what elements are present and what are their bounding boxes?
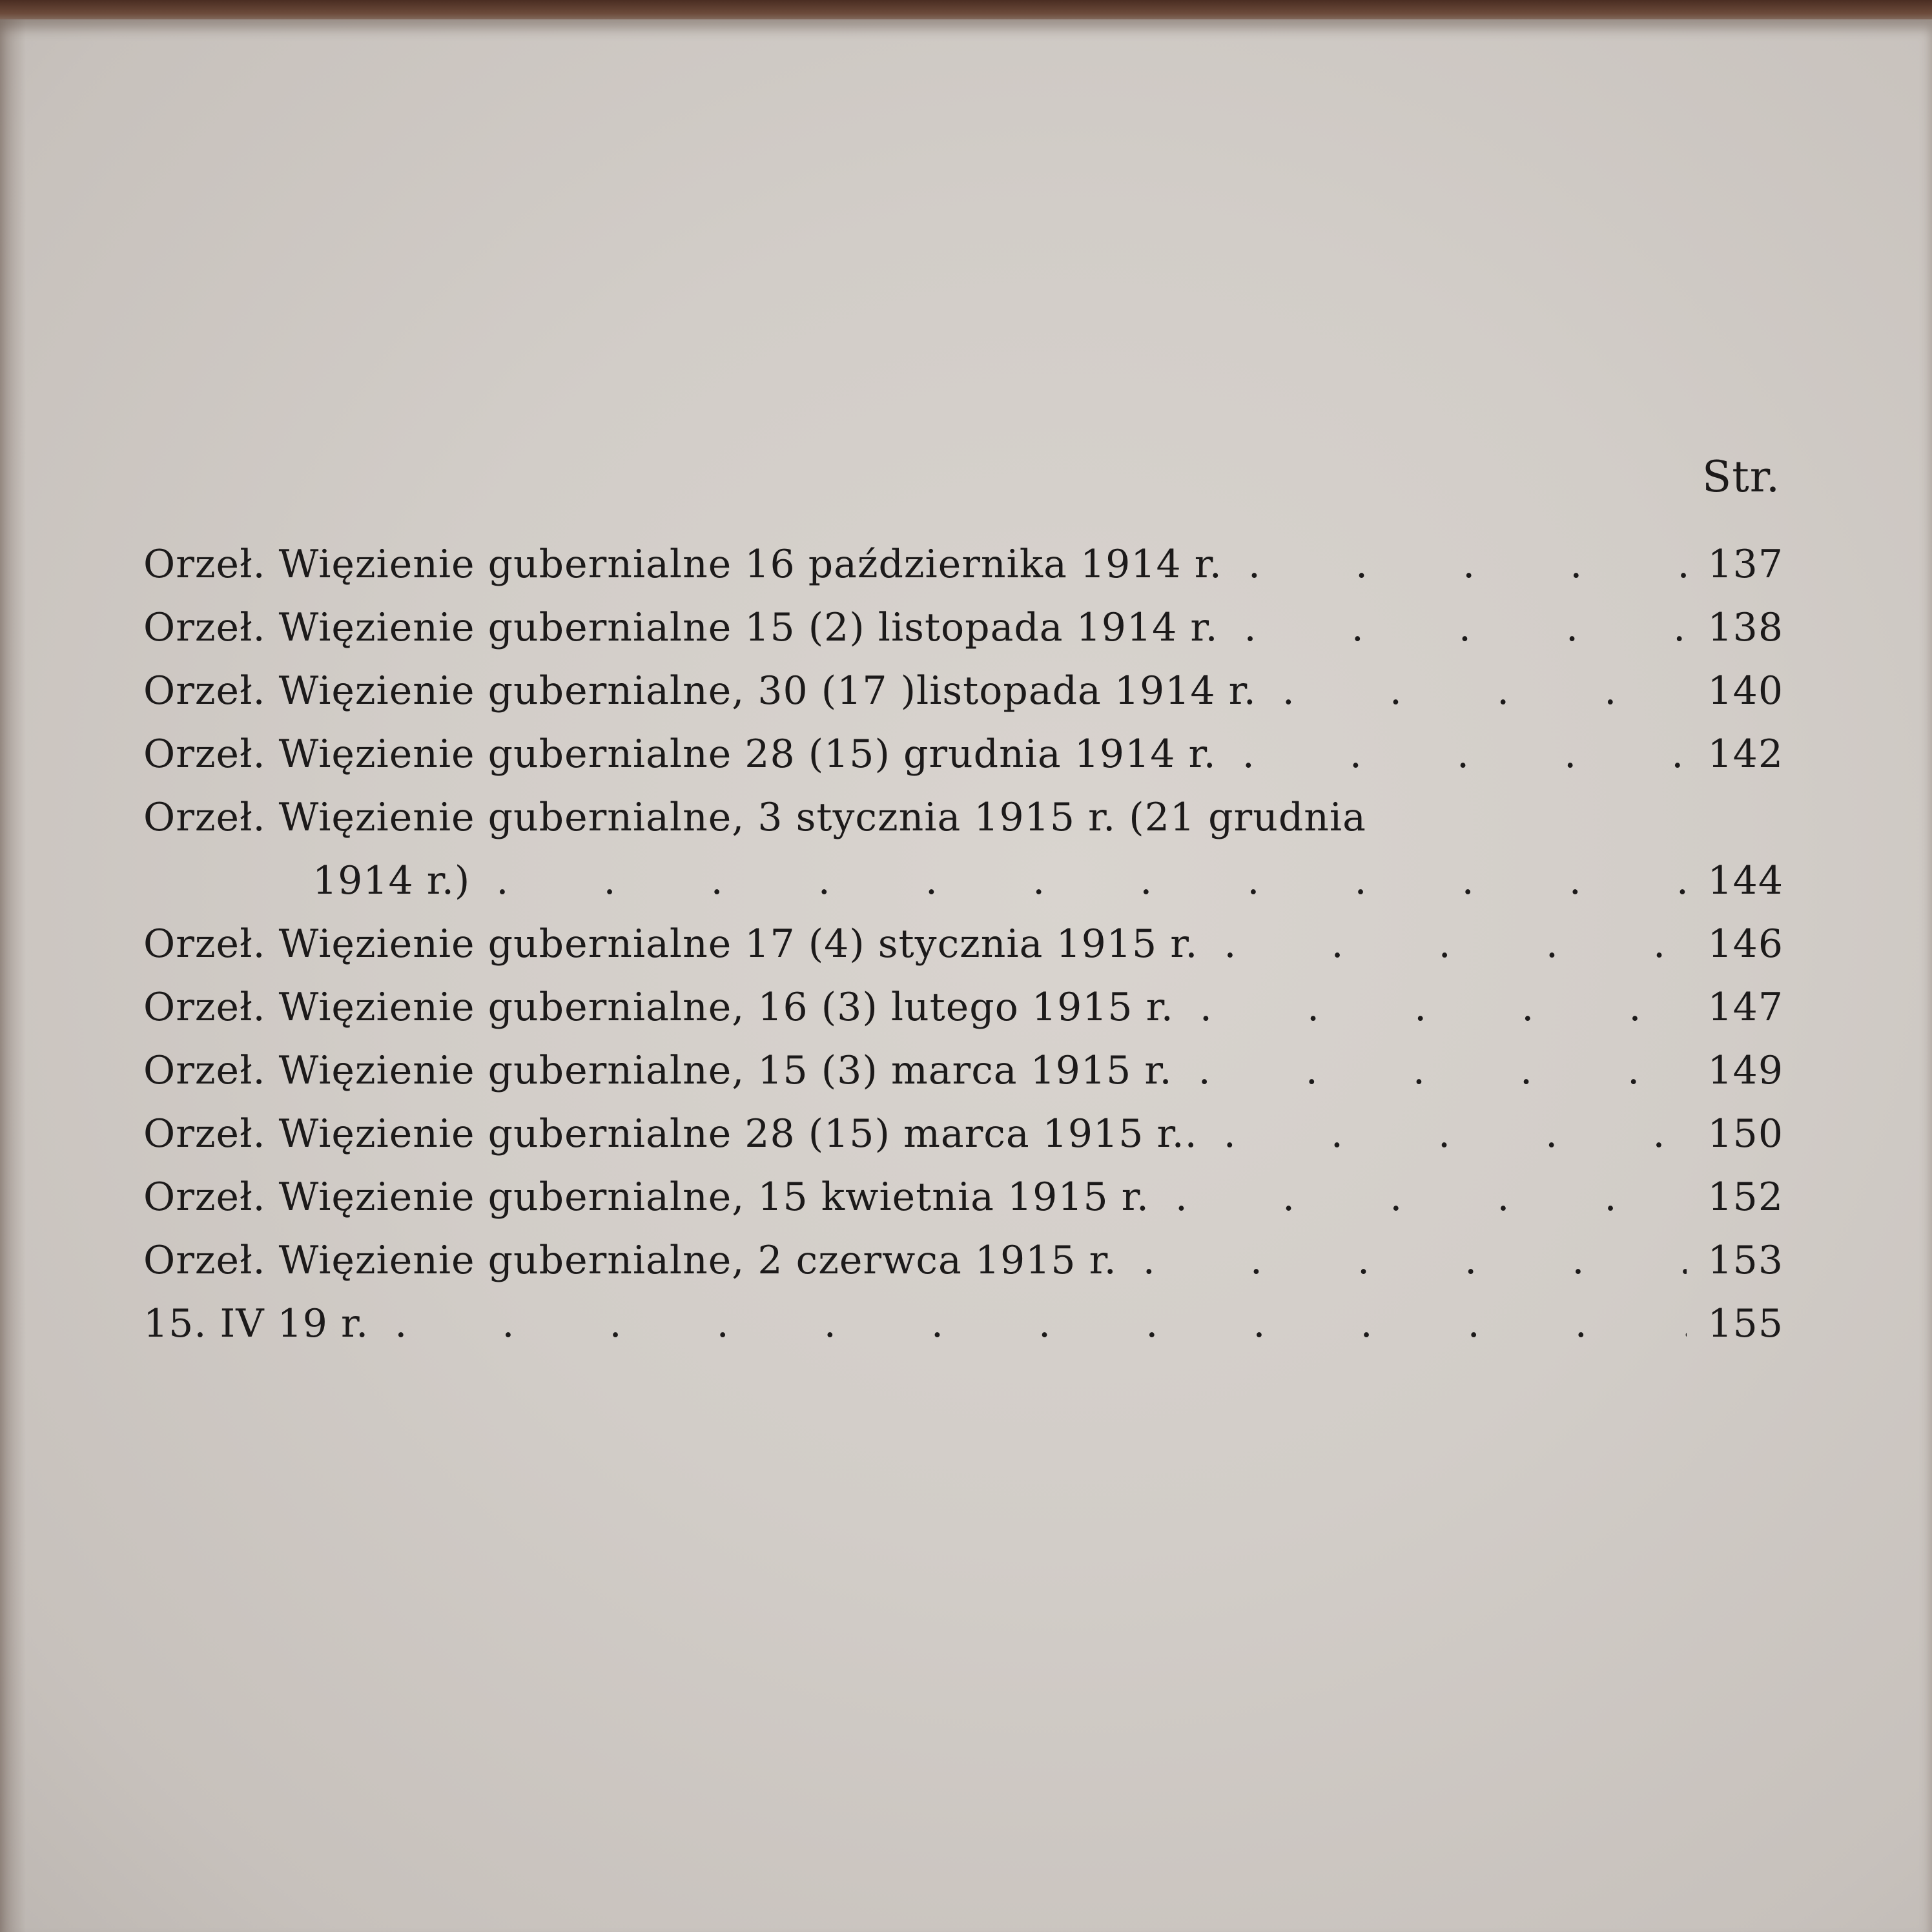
- toc-entry-title: Orzeł. Więzienie gubernialne, 30 (17 )listopada 1914 r.: [143, 668, 1257, 714]
- toc-entry-page: 137: [1707, 542, 1783, 587]
- toc-entry: [143, 1229, 1783, 1292]
- page-column-header: Str.: [1701, 452, 1780, 502]
- toc-entry: [143, 659, 1783, 723]
- toc-entry: [143, 596, 1783, 659]
- toc-entry: [143, 1292, 1783, 1355]
- toc-entry-title: Orzeł. Więzienie gubernialne, 16 (3) lutego 1915 r.: [143, 985, 1174, 1030]
- toc-entry-page: 138: [1707, 605, 1783, 650]
- toc-entry: [143, 533, 1783, 596]
- toc-entry-page: 147: [1707, 985, 1783, 1030]
- dot-leader: [1117, 1229, 1687, 1292]
- toc-entry-page: 146: [1707, 921, 1783, 967]
- toc-entry: [143, 1166, 1783, 1229]
- toc-entry-continuation: [143, 849, 1783, 912]
- toc-entry-title: Orzeł. Więzienie gubernialne 28 (15) marca 1915 r..: [143, 1111, 1198, 1156]
- toc-entry-page: 144: [1707, 858, 1783, 903]
- toc-entry-page: 150: [1707, 1111, 1783, 1156]
- toc-entry-page: 153: [1707, 1238, 1783, 1283]
- dot-leader: [1257, 659, 1687, 723]
- book-top-edge: [0, 0, 1932, 22]
- toc-entry-page: 149: [1707, 1048, 1783, 1093]
- toc-entry: [143, 976, 1783, 1039]
- toc-entry-page: 140: [1707, 668, 1783, 714]
- toc-entry: [143, 912, 1783, 976]
- toc-entry: [143, 1102, 1783, 1166]
- toc-entry-page: 142: [1707, 732, 1783, 777]
- dot-leader: [1218, 596, 1687, 659]
- toc-entry-title: Orzeł. Więzienie gubernialne 15 (2) listopada 1914 r.: [143, 605, 1218, 650]
- page-left-shadow: [0, 19, 26, 1932]
- dot-leader: [1198, 1102, 1687, 1166]
- toc-entry-title: Orzeł. Więzienie gubernialne, 15 kwietnia 1915 r.: [143, 1175, 1149, 1220]
- toc-entry: [143, 786, 1783, 849]
- toc-entry-title: Orzeł. Więzienie gubernialne 17 (4) stycznia 1915 r.: [143, 921, 1198, 967]
- toc-entries: [143, 533, 1783, 1355]
- toc-entry: [143, 723, 1783, 786]
- toc-entry-page: 152: [1707, 1175, 1783, 1220]
- toc-entry-page: 155: [1707, 1301, 1783, 1346]
- toc-entry-title: 15. IV 19 r.: [143, 1301, 369, 1346]
- toc-entry-title: Orzeł. Więzienie gubernialne, 2 czerwca 1915 r.: [143, 1238, 1117, 1283]
- dot-leader: [470, 849, 1687, 912]
- dot-leader: [369, 1292, 1687, 1355]
- dot-leader: [1149, 1166, 1687, 1229]
- dot-leader: [1174, 976, 1687, 1039]
- dot-leader: [1173, 1039, 1687, 1102]
- toc-entry-title: Orzeł. Więzienie gubernialne, 15 (3) marca 1915 r.: [143, 1048, 1173, 1093]
- dot-leader: [1222, 533, 1687, 596]
- toc-entry: [143, 1039, 1783, 1102]
- toc-entry-title: 1914 r.): [313, 858, 471, 903]
- dot-leader: [1217, 723, 1687, 786]
- toc-entry-title: Orzeł. Więzienie gubernialne 16 października 1914 r.: [143, 542, 1222, 587]
- toc-entry-title: Orzeł. Więzienie gubernialne, 3 stycznia 1915 r. (21 grudnia: [143, 795, 1366, 840]
- dot-leader: [1198, 912, 1687, 976]
- toc-entry-title: Orzeł. Więzienie gubernialne 28 (15) grudnia 1914 r.: [143, 732, 1217, 777]
